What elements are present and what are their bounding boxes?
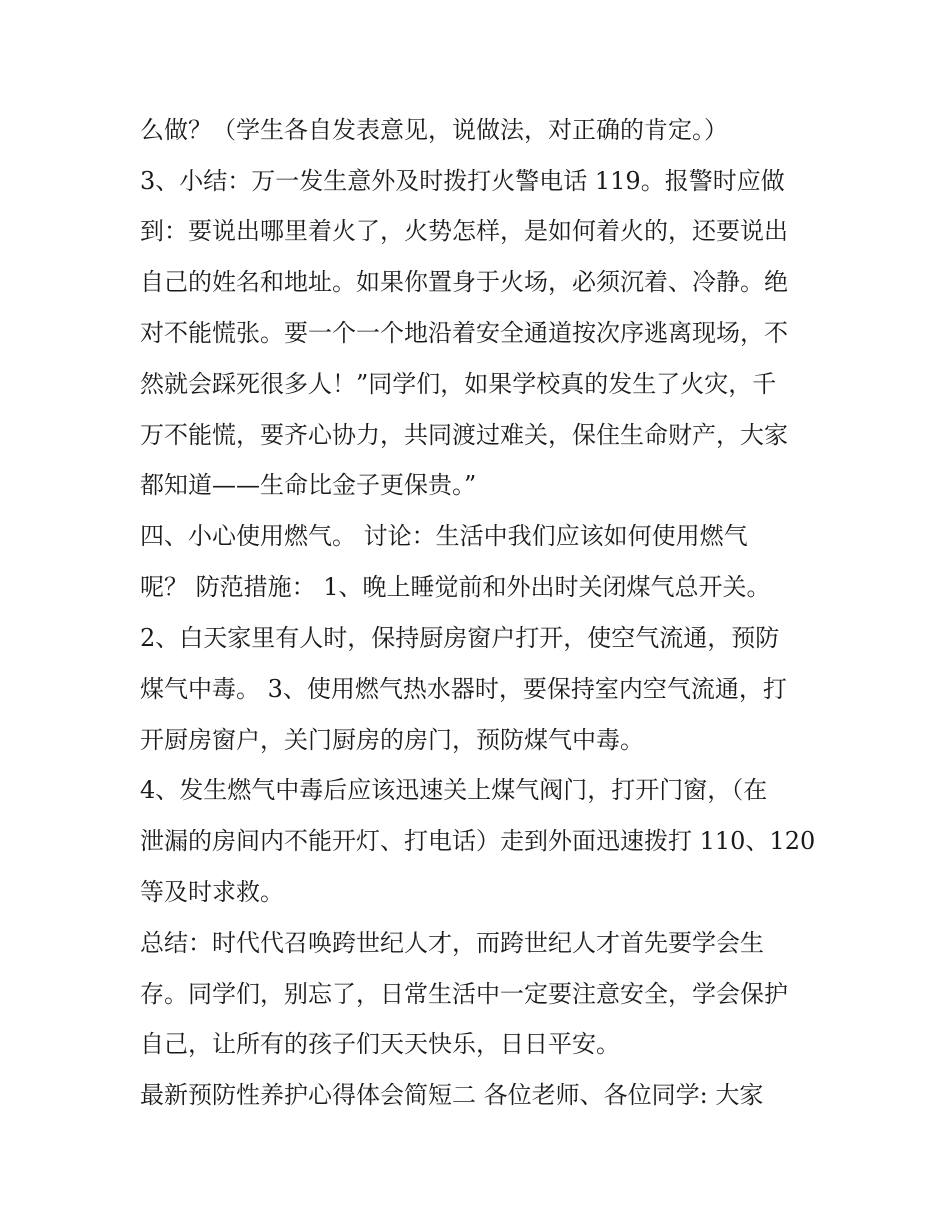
text-line: 万不能慌，要齐心协力，共同渡过难关，保住生命财产，大家: [140, 421, 788, 449]
text-line: 么做？（学生各自发表意见，说做法，对正确的肯定。）: [140, 116, 728, 144]
text-line: 2、白天家里有人时，保持厨房窗户打开，使空气流通，预防: [140, 624, 780, 652]
text-line: 开厨房窗户，关门厨房的房门，预防煤气中毒。: [140, 726, 644, 754]
text-line: 最新预防性养护心得体会简短二 各位老师、各位同学: 大家: [140, 1081, 764, 1109]
text-line: 对不能慌张。要一个一个地沿着安全通道按次序逃离现场，不: [140, 319, 788, 347]
text-line: 都知道——生命比金子更保贵。”: [140, 471, 477, 499]
text-line: 呢？ 防范措施： 1、晚上睡觉前和外出时关闭煤气总开关。: [140, 573, 771, 601]
text-line: 煤气中毒。 3、使用燃气热水器时，要保持室内空气流通，打: [140, 675, 787, 703]
text-line: 存。同学们，别忘了，日常生活中一定要注意安全，学会保护: [140, 980, 788, 1008]
text-line: 等及时求救。: [140, 878, 284, 906]
text-line: 自己，让所有的孩子们天天快乐，日日平安。: [140, 1030, 620, 1058]
text-line: 4、发生燃气中毒后应该迅速关上煤气阀门，打开门窗，（在: [140, 776, 768, 804]
text-line: 然就会踩死很多人！”同学们，如果学校真的发生了火灾，千: [140, 370, 777, 398]
text-line: 四、小心使用燃气。 讨论：生活中我们应该如何使用燃气: [140, 522, 748, 550]
text-line: 自己的姓名和地址。如果你置身于火场，必须沉着、冷静。绝: [140, 268, 788, 296]
text-line: 泄漏的房间内不能开灯、打电话）走到外面迅速拨打 110、120: [140, 827, 816, 855]
text-line: 到：要说出哪里着火了，火势怎样，是如何着火的，还要说出: [140, 217, 788, 245]
text-line: 3、小结：万一发生意外及时拨打火警电话 119。报警时应做: [140, 167, 785, 195]
text-line: 总结：时代代召唤跨世纪人才，而跨世纪人才首先要学会生: [140, 929, 764, 957]
